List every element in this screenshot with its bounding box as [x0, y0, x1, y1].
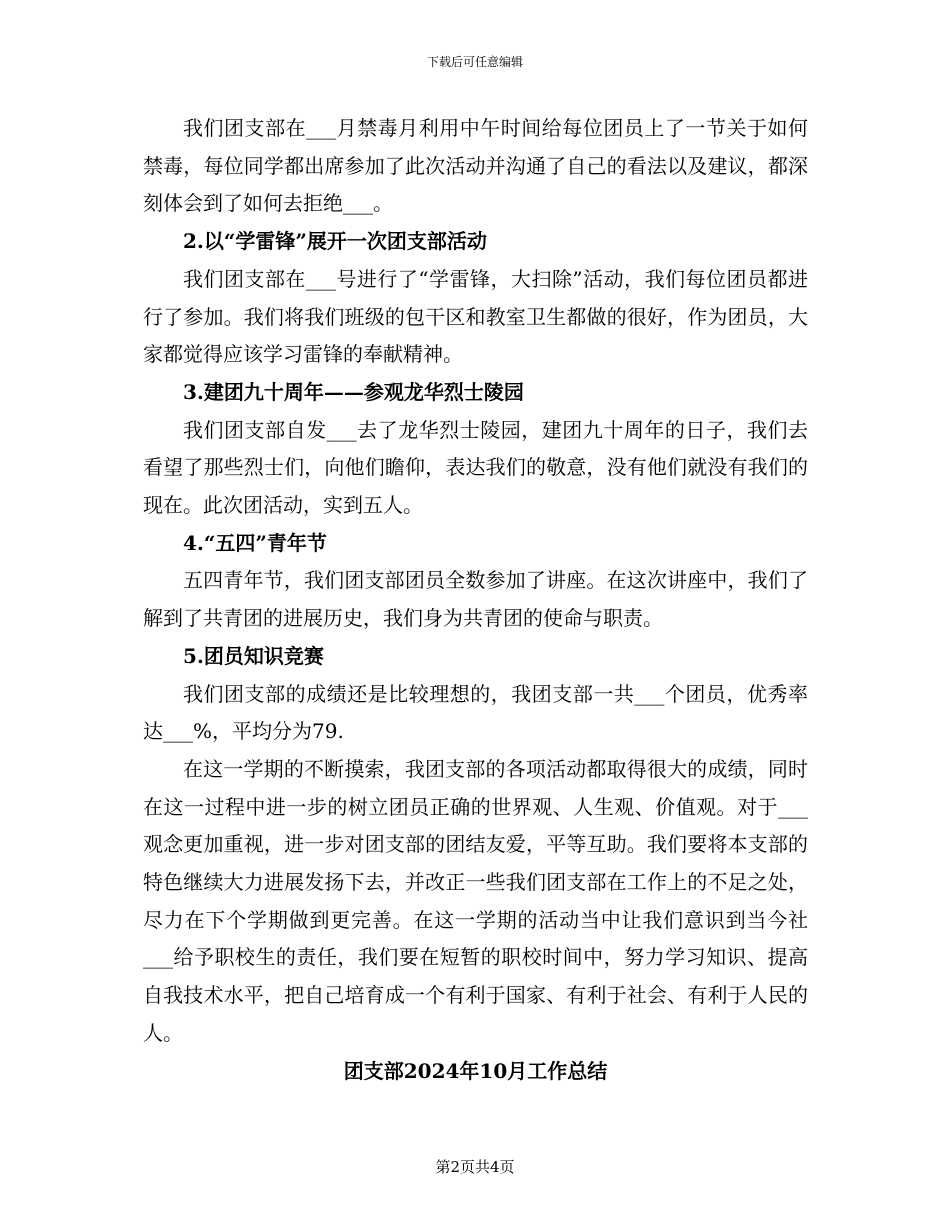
paragraph-lei-feng-activity: 我们团支部在___号进行了“学雷锋，大扫除”活动，我们每位团员都进行了参加。我们将我们班级的包干区和教室卫生都做的很好，作为团员，大家都觉得应该学习雷锋的奉献精神。 — [143, 266, 808, 367]
paragraph-may-fourth: 五四青年节，我们团支部团员全数参加了讲座。在这次讲座中，我们了解到了共青团的进展历史，我们身为共青团的使命与职责。 — [143, 568, 808, 631]
page-header: 下载后可任意编辑 — [426, 55, 523, 69]
section-heading-may-fourth: 4.“五四”青年节 — [183, 530, 327, 555]
section-heading-knowledge-contest: 5.团员知识竞赛 — [183, 643, 324, 668]
section-heading-martyrs-cemetery: 3.建团九十周年——参观龙华烈士陵园 — [183, 379, 524, 404]
paragraph-semester-summary: 在这一学期的不断摸索，我团支部的各项活动都取得很大的成绩，同时在这一过程中进一步的树立团员正确的世界观、人生观、价值观。对于___观念更加重视，进一步对团支部的团结友爱，平等互助。我们要将本支部的特色继续大力进展发扬下去，并改正一些我们团支部在工作上的不足之处，尽力在下个学期做到更完善。在这一学期的活动当中让我们意识到当今社___给予职校生的责任，我们要在短暂的职校时间中，努力学习知识、提高自我技术水平，把自己培育成一个有利于国家、有利于社会、有利于人民的人。 — [143, 756, 808, 1045]
page-footer: 第2页共4页 — [435, 1158, 515, 1176]
paragraph-anti-drug: 我们团支部在___月禁毒月利用中午时间给每位团员上了一节关于如何禁毒，每位同学都出席参加了此次活动并沟通了自己的看法以及建议，都深刻体会到了如何去拒绝___。 — [143, 116, 808, 216]
paragraph-knowledge-contest: 我们团支部的成绩还是比较理想的，我团支部一共___个团员，优秀率达___%，平均分为79. — [143, 681, 808, 744]
next-document-title: 团支部2024年10月工作总结 — [343, 1058, 608, 1083]
document-body — [143, 110, 808, 1090]
paragraph-martyrs-cemetery: 我们团支部自发___去了龙华烈士陵园，建团九十周年的日子，我们去看望了那些烈士们，向他们瞻仰，表达我们的敬意，没有他们就没有我们的现在。此次团活动，实到五人。 — [143, 417, 808, 518]
section-heading-learn-from-lei-feng: 2.以“学雷锋”展开一次团支部活动 — [183, 229, 487, 254]
